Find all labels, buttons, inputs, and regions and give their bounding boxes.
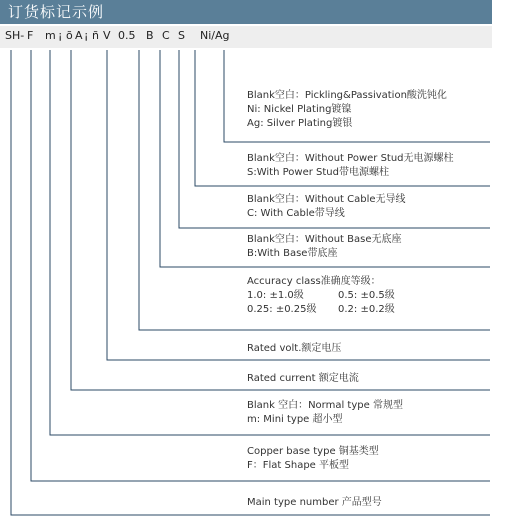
code-glyph-1: ¡ [58, 29, 63, 42]
type-line-2: m: Mini type 超小型 [247, 414, 343, 425]
type-line-1: Blank 空白：Normal type 常规型 [247, 400, 403, 411]
shape-line-1: Copper base type 铜基类型 [247, 446, 379, 457]
cable-line-2: C: With Cable带导线 [247, 208, 345, 219]
cable-description [247, 193, 406, 221]
current-line-1: Rated current 额定电流 [247, 373, 359, 384]
base-description [247, 233, 402, 261]
main-line-1: Main type number 产品型号 [247, 497, 382, 508]
accuracy-heading: Accuracy class准确度等级： [247, 276, 381, 287]
shape-line-2: F：Flat Shape 平板型 [247, 460, 350, 471]
accuracy-row-2 [247, 303, 395, 317]
code-shape: F [27, 29, 34, 42]
code-glyph-2: õ [66, 29, 73, 42]
accuracy-description [247, 275, 395, 317]
accuracy-1-0: 1.0: ±1.0级 [247, 290, 304, 301]
code-cable: C [162, 29, 170, 42]
code-accuracy: 0.5 [118, 29, 136, 42]
code-volt: V [103, 29, 111, 42]
code-stud: S [178, 29, 185, 42]
current-description [247, 372, 359, 386]
base-line-1: Blank空白：Without Base无底座 [247, 234, 402, 245]
shape-description [247, 445, 379, 473]
accuracy-row-1 [247, 289, 395, 303]
main-description [247, 496, 382, 510]
plating-line-2: Ni: Nickel Plating镀镍 [247, 104, 352, 115]
plating-description [247, 89, 447, 131]
stud-description [247, 152, 454, 180]
stud-line-2: S:With Power Stud带电源螺柱 [247, 167, 389, 178]
code-glyph-4: ñ [92, 29, 99, 42]
plating-line-1: Blank空白：Pickling&Passivation酸洗钝化 [247, 90, 447, 101]
accuracy-0-2: 0.2: ±0.2级 [338, 304, 395, 315]
code-current: A [75, 29, 83, 42]
code-glyph-3: ¡ [84, 29, 89, 42]
code-prefix: SH- [5, 29, 25, 42]
plating-line-3: Ag: Silver Plating镀银 [247, 118, 353, 129]
volt-description [247, 342, 341, 356]
cable-line-1: Blank空白：Without Cable无导线 [247, 194, 406, 205]
code-mini: m [45, 29, 56, 42]
page-title: 订货标记示例 [0, 0, 492, 24]
base-line-2: B:With Base带底座 [247, 248, 338, 259]
volt-line-1: Rated volt.额定电压 [247, 343, 342, 354]
code-base: B [146, 29, 154, 42]
accuracy-0-5: 0.5: ±0.5级 [338, 290, 395, 301]
accuracy-0-25: 0.25: ±0.25级 [247, 304, 317, 315]
stud-line-1: Blank空白：Without Power Stud无电源螺柱 [247, 153, 454, 164]
code-plating: Ni/Ag [200, 29, 230, 42]
type-description [247, 399, 403, 427]
